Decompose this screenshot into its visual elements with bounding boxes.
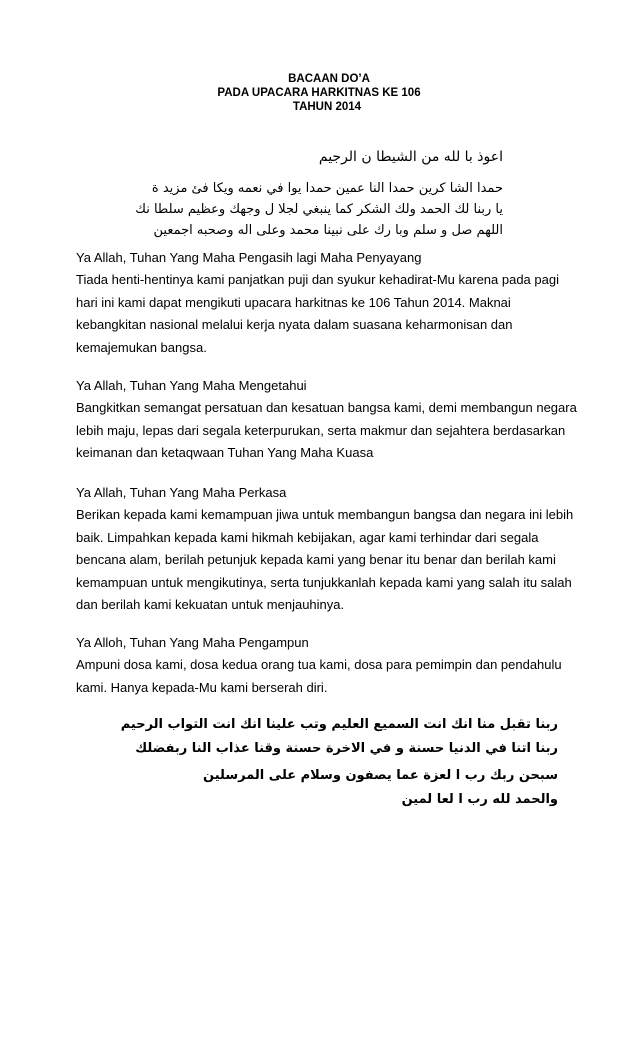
section-line: baik. Limpahkan kepada kami hikmah kebijakan, agar kami terhindar dari segala [76,529,539,545]
section-heading: Ya Allah, Tuhan Yang Maha Perkasa [76,485,287,500]
arabic-tasbih-line: والحمد لله رب ا لعا لمين [401,792,558,807]
header-year: TAHUN 2014 [292,101,362,113]
section-line: kebangkitan nasional melalui kerja nyata dalam suasana keharmonisan dan [76,317,513,333]
section-line: Ampuni dosa kami, dosa kedua orang tua kami, dosa para pemimpin dan pendahulu [76,657,562,673]
section-line: kemajemukan bangsa. [76,339,207,355]
arabic-praise-line: اللهم صل و سلم وبا رك على نبينا محمد وعلى اله وصحبه اجمعين [153,223,503,238]
section-line: hari ini kami dapat mengikuti upacara harkitnas ke 106 Tahun 2014. Maknai [76,294,511,310]
section-line: kami. Hanya kepada-Mu kami berserah diri. [76,679,328,695]
section-line: dan berilah kami kekuatan untuk menjauhinya. [76,597,345,613]
section-line: bencana alam, berilah petunjuk kepada kami yang benar itu benar dan berilah kami [76,552,556,568]
arabic-closing-line: ربنا اتنا في الدنيا حسنة و في الاخرة حسنة وقنا عذاب النا ربفضلك [135,741,558,756]
arabic-closing-prayer [121,713,558,761]
prayer-section-2 [76,375,576,465]
arabic-closing-line: ربنا تقبل منا انك انت السميع العليم وتب علينا انك انت التواب الرحيم [120,717,558,732]
section-line: lebih maju, lepas dari segala keterpurukan, serta makmur dan sejahtera berdasarkan [76,422,566,438]
arabic-praise-line: حمدا الشا كرين حمدا النا عمين حمدا يوا في نعمه ويكا فئ مزيد ة [151,181,503,196]
section-line: Tiada henti-hentinya kami panjatkan puji dan syukur kehadirat-Mu karena pada pagi [76,272,559,288]
header-subtitle: PADA UPACARA HARKITNAS KE 106 [217,87,421,99]
section-line: Berikan kepada kami kemampuan jiwa untuk membangun bangsa dan negara ini lebih [76,507,574,523]
header-title: BACAAN DO’A [288,73,370,85]
section-heading: Ya Allah, Tuhan Yang Maha Mengetahui [76,378,307,393]
prayer-section-3 [76,482,576,616]
document-header [0,72,638,114]
prayer-section-4 [76,632,576,699]
prayer-section-1 [76,247,576,359]
section-heading: Ya Allah, Tuhan Yang Maha Pengasih lagi Maha Penyayang [76,250,422,265]
arabic-praise-block [135,178,503,241]
section-heading: Ya Alloh, Tuhan Yang Maha Pengampun [76,635,309,650]
arabic-closing-tasbih [203,764,558,812]
arabic-tasbih-line: سبحن ربك رب ا لعزة عما يصفون وسلام على المرسلين [203,768,558,783]
arabic-taawudz: اعوذ با لله من الشيطا ن الرجيم [318,149,503,165]
section-line: keimanan dan ketaqwaan Tuhan Yang Maha Kuasa [76,445,374,461]
section-line: kemampuan untuk mengikutinya, serta tunjukkanlah kepada kami yang salah itu salah [76,574,572,590]
arabic-praise-line: يا ربنا لك الحمد ولك الشكر كما ينبغي لجلا ل وجهك وعظيم سلطا نك [135,202,503,217]
section-line: Bangkitkan semangat persatuan dan kesatuan bangsa kami, demi membangun negara [76,400,577,416]
